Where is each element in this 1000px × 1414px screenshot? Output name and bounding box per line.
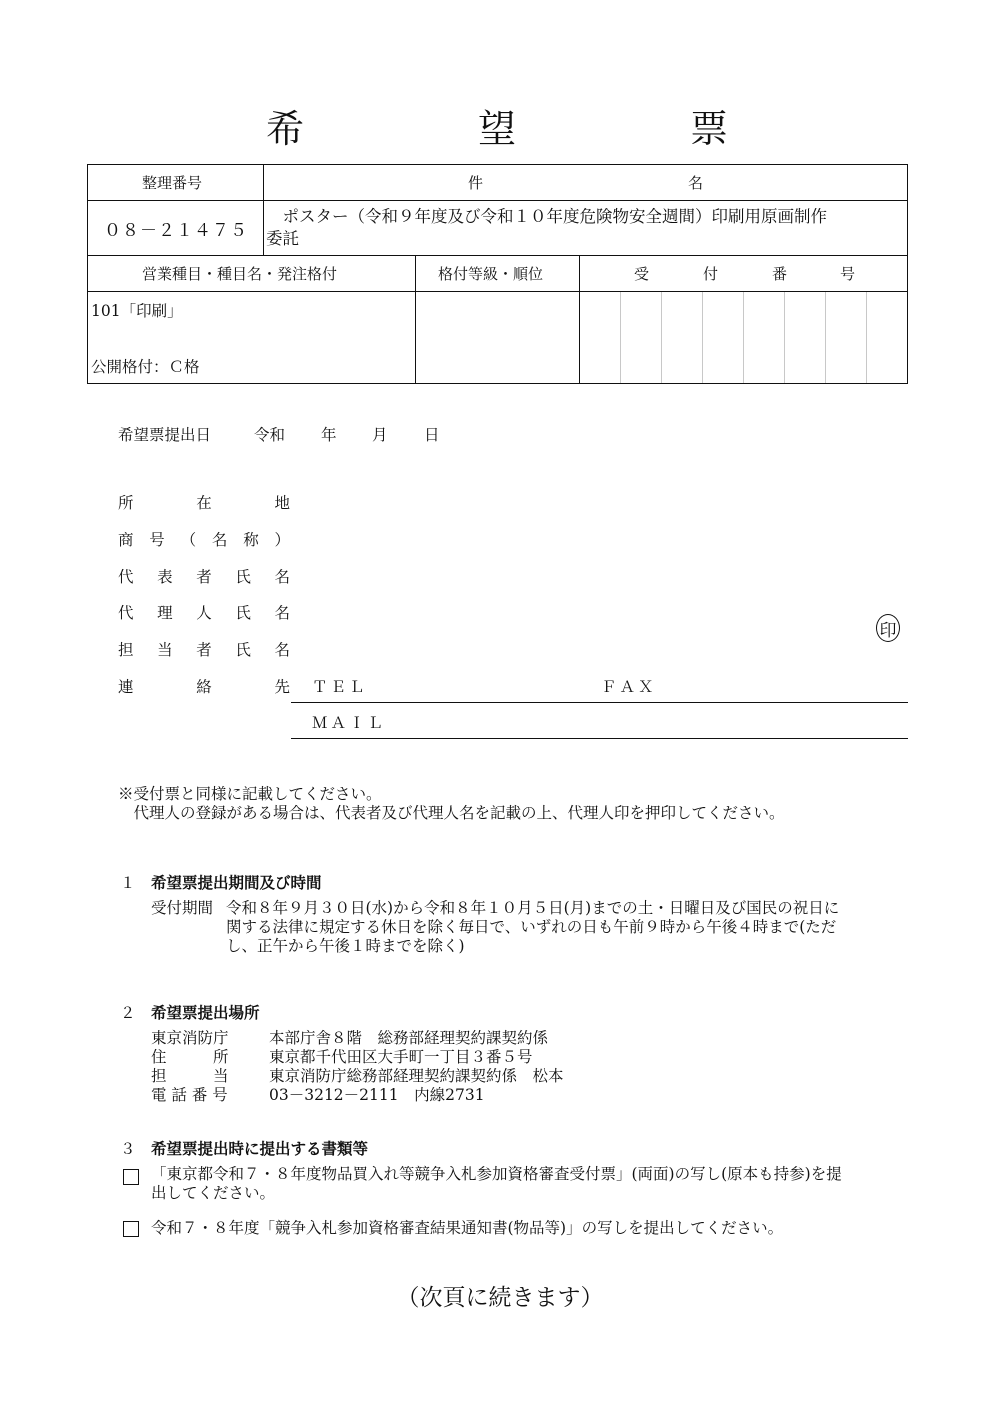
label-dairinin: 代 理 人 氏 名: [118, 604, 290, 622]
fax-label: ＦＡＸ: [601, 678, 657, 696]
section-1-line-3: し、正午から午後１時までを除く): [226, 937, 465, 955]
submit-date-day: 日: [424, 426, 440, 444]
title-char-1: 希: [266, 107, 305, 151]
mail-label: ＭＡＩＬ: [312, 714, 387, 732]
section-2-number: ２: [120, 1004, 136, 1022]
section-2-row: 担 当 東京消防庁総務部経理契約課契約係 松本: [151, 1067, 564, 1085]
continued-note: （次頁に続きます）: [396, 1285, 604, 1311]
mail-underline: [291, 738, 908, 739]
header-table: [87, 164, 908, 384]
header-mei: 名: [688, 174, 704, 192]
submit-date-label: 希望票提出日: [118, 426, 212, 444]
title-char-2: 望: [478, 107, 517, 151]
kokai-kakuzuke-value: 公開格付：Ｃ格: [91, 358, 200, 376]
label-shozaichi: 所 在 地: [118, 494, 290, 512]
kenmei-line-1: ポスター（令和９年度及び令和１０年度危険物安全週間）印刷用原画制作: [266, 207, 827, 226]
document-1-line-2: 出してください。: [151, 1184, 276, 1202]
header-seiri-bango: 整理番号: [142, 174, 203, 192]
document-1-line-1: 「東京都令和７・８年度物品買入れ等競争入札参加資格審査受付票」(両面)の写し(原本も持参)を提: [151, 1165, 842, 1183]
label-daihyosha: 代 表 者 氏 名: [118, 568, 290, 586]
document-2-text: 令和７・８年度「競争入札参加資格審査結果通知書(物品等)」の写しを提出してください。: [151, 1219, 784, 1237]
header-eigyo-shumoku: 営業種目・種目名・発注格付: [142, 265, 338, 283]
submit-date-year: 年: [321, 426, 337, 444]
header-kakuzuke: 格付等級・順位: [438, 265, 544, 283]
section-2-row: 電 話 番 号 03－3212－2111 内線2731: [151, 1086, 485, 1104]
label-renrakusaki: 連 絡 先: [118, 678, 290, 696]
submit-date-era: 令和: [254, 426, 286, 444]
seal-mark: 印: [876, 614, 900, 642]
section-2-row: 住 所 東京都千代田区大手町一丁目３番５号: [151, 1048, 533, 1066]
section-2-row: 東京消防庁 本部庁舎８階 総務部経理契約課契約係: [151, 1029, 549, 1047]
section-1-line-2: 関する法律に規定する休日を除く毎日で、いずれの日も午前９時から午後４時まで(ただ: [226, 918, 837, 936]
section-1-line-1: 令和８年９月３０日(水)から令和８年１０月５日(月)までの土・日曜日及び国民の祝日に: [226, 899, 840, 917]
seiri-bango-value: ０８－２１４７５: [104, 220, 248, 241]
header-uketsuke-go: 号: [840, 265, 856, 283]
note-line-2: 代理人の登録がある場合は、代表者及び代理人名を記載の上、代理人印を押印してください。: [118, 804, 785, 822]
section-3-number: ３: [120, 1140, 136, 1158]
section-1-number: １: [120, 874, 136, 892]
section-2-title: 希望票提出場所: [151, 1003, 260, 1022]
document-1-checkbox[interactable]: [123, 1169, 139, 1185]
tel-label: ＴＥＬ: [312, 678, 368, 696]
section-3-title: 希望票提出時に提出する書類等: [151, 1139, 369, 1158]
tel-underline: [291, 702, 908, 703]
kenmei-line-2: 委託: [266, 229, 299, 248]
header-uketsuke-ban: 番: [772, 265, 788, 283]
header-uketsuke-uke: 受: [634, 265, 650, 283]
section-1-title: 希望票提出期間及び時間: [151, 873, 322, 892]
title-char-3: 票: [690, 107, 729, 151]
label-shogo: 商 号 （ 名 称 ）: [118, 531, 290, 549]
submit-date-month: 月: [372, 426, 388, 444]
header-ken: 件: [468, 174, 484, 192]
section-1-label: 受付期間: [151, 899, 214, 917]
label-tantosha: 担 当 者 氏 名: [118, 641, 290, 659]
note-line-1: ※受付票と同様に記載してください。: [118, 785, 382, 803]
document-2-checkbox[interactable]: [123, 1221, 139, 1237]
shumoku-value: 101「印刷」: [91, 302, 183, 320]
header-uketsuke-tsuke: 付: [703, 265, 719, 283]
